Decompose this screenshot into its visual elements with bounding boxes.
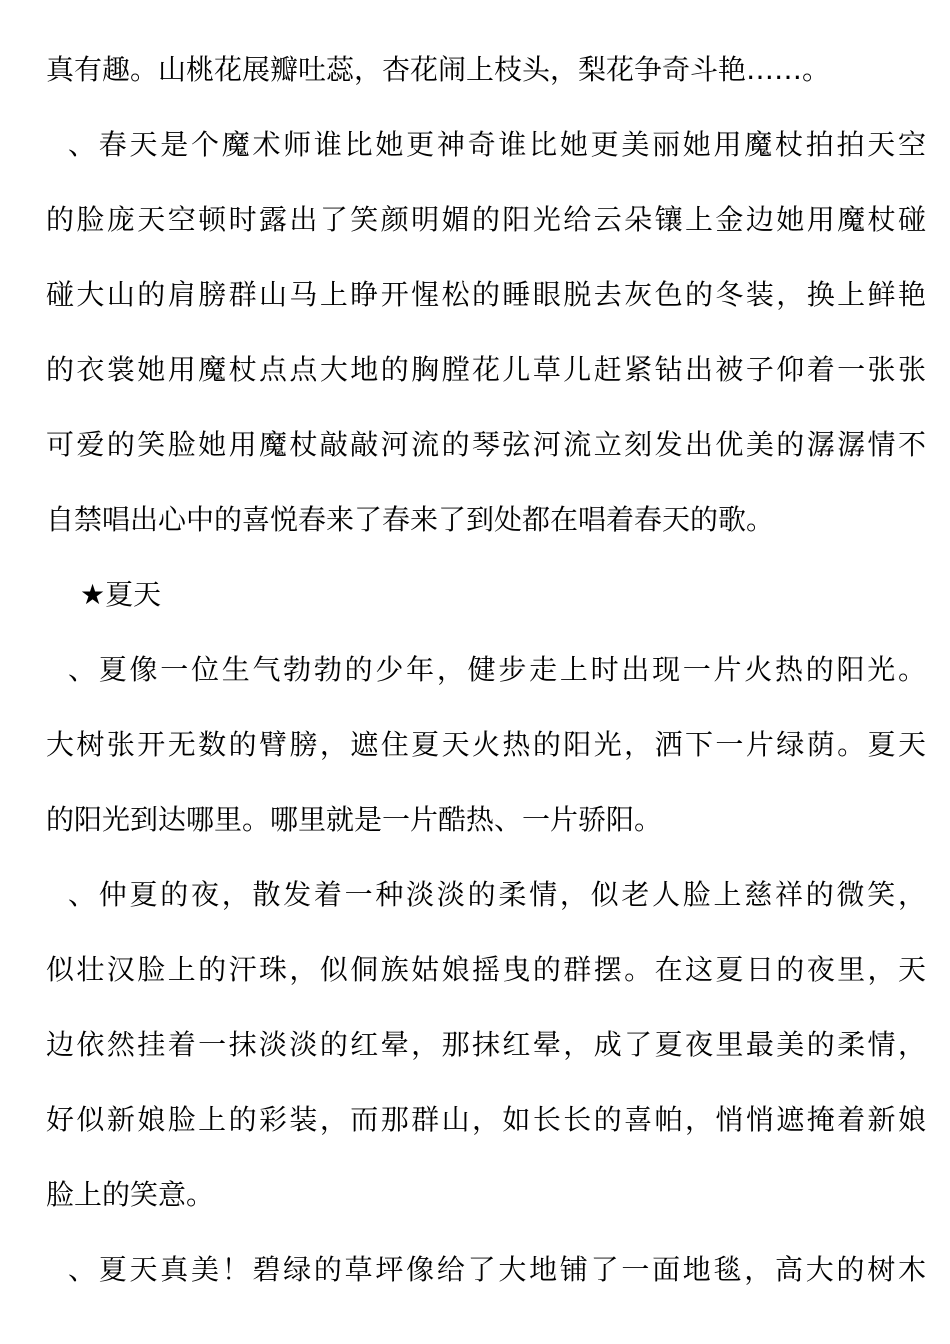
text-line-11: 的阳光到达哪里。哪里就是一片酷热、一片骄阳。	[46, 803, 663, 836]
text-line-15: 好似新娘脸上的彩装，而那群山，如长长的喜帕，悄悄遮掩着新娘	[46, 1103, 926, 1136]
text-line-14: 边依然挂着一抹淡淡的红晕，那抹红晕，成了夏夜里最美的柔情，	[46, 1028, 926, 1061]
text-line-2: 、春天是个魔术师谁比她更神奇谁比她更美丽她用魔杖拍拍天空	[68, 128, 926, 161]
text-line-3: 的脸庞天空顿时露出了笑颜明媚的阳光给云朵镶上金边她用魔杖碰	[46, 203, 926, 236]
text-line-13: 似壮汉脸上的汗珠，似侗族姑娘摇曳的群摆。在这夏日的夜里，天	[46, 953, 926, 986]
text-line-10: 大树张开无数的臂膀，遮住夏天火热的阳光，洒下一片绿荫。夏天	[46, 728, 926, 761]
text-line-9: 、夏像一位生气勃勃的少年，健步走上时出现一片火热的阳光。	[68, 653, 926, 686]
text-line-1: 真有趣。山桃花展瓣吐蕊，杏花闹上枝头，梨花争奇斗艳……。	[46, 53, 831, 86]
text-line-12: 、仲夏的夜，散发着一种淡淡的柔情，似老人脸上慈祥的微笑，	[68, 878, 926, 911]
text-line-5: 的衣裳她用魔杖点点大地的胸膛花儿草儿赶紧钻出被子仰着一张张	[46, 353, 926, 386]
text-line-16: 脸上的笑意。	[46, 1178, 215, 1211]
section-heading-summer: ★夏天	[80, 578, 162, 611]
text-line-17: 、夏天真美！碧绿的草坪像给了大地铺了一面地毯，高大的树木	[68, 1253, 926, 1286]
text-line-4: 碰大山的肩膀群山马上睁开惺松的睡眼脱去灰色的冬装，换上鲜艳	[46, 278, 926, 311]
text-line-7: 自禁唱出心中的喜悦春来了春来了到处都在唱着春天的歌。	[46, 503, 775, 536]
text-line-6: 可爱的笑脸她用魔杖敲敲河流的琴弦河流立刻发出优美的潺潺情不	[46, 428, 926, 461]
